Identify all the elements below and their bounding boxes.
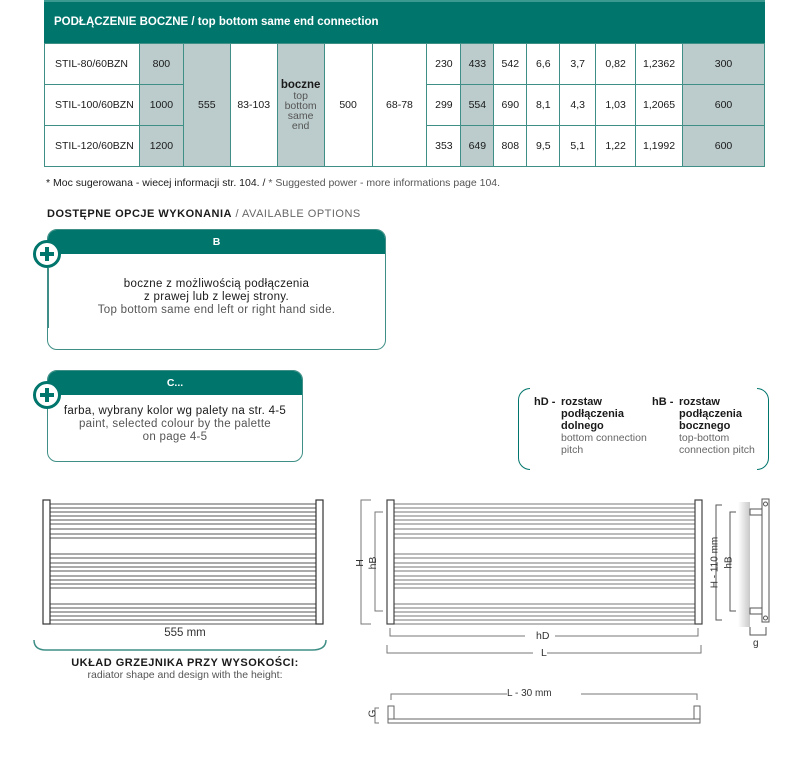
c2-cell: 433 (461, 44, 494, 85)
model-cell: STIL-120/60BZN (45, 126, 140, 167)
c1-cell: 353 (427, 126, 461, 167)
legend-hd-pl-3: dolnego (561, 420, 604, 432)
caption-en: radiator shape and design with the height: (87, 669, 283, 681)
option-en-1: Top bottom same end left or right hand side. (97, 304, 336, 316)
c4-cell: 9,5 (527, 126, 560, 167)
connection-pl: boczne (280, 78, 321, 91)
legend-hd-pl-1: rozstaw (561, 396, 602, 408)
c4-cell: 6,6 (527, 44, 560, 85)
legend-hb-pl-2: podłączenia (679, 408, 742, 420)
height-cell: 1000 (139, 85, 183, 126)
radiator-bars (50, 504, 316, 624)
c6-cell: 1,03 (596, 85, 636, 126)
card-divider (47, 268, 49, 328)
side-bracket-top (750, 509, 762, 515)
wall-shade (738, 502, 750, 627)
connection-en-2: bottom (284, 99, 317, 112)
footnote-pl: * Moc sugerowana - wiecej informacji str. 104. / (46, 177, 269, 189)
legend-hd-en-2: pitch (561, 444, 584, 456)
plus-icon (33, 381, 61, 409)
c2-cell: 649 (461, 126, 494, 167)
legend-bracket-left (518, 388, 530, 470)
label-g-top: G (367, 709, 379, 718)
height-cell: 800 (139, 44, 183, 85)
c2-cell: 554 (461, 85, 494, 126)
model-cell: STIL-100/60BZN (45, 85, 140, 126)
radiator-left-post (387, 500, 394, 624)
c1-cell: 299 (427, 85, 461, 126)
legend-hb-en-2: connection pitch (679, 444, 755, 456)
label-l: L (541, 647, 547, 659)
legend-hb-pl-1: rozstaw (679, 396, 720, 408)
side-bracket-bottom (750, 608, 762, 614)
option-code: B (48, 230, 385, 254)
c1-cell: 230 (427, 44, 461, 85)
height-cell: 1200 (139, 126, 183, 167)
c5-cell: 4,3 (560, 85, 596, 126)
legend-hd-text (561, 396, 647, 456)
legend-bracket-right (757, 388, 769, 470)
c6-cell: 1,22 (596, 126, 636, 167)
width-bracket (34, 640, 326, 650)
footnote (46, 177, 500, 189)
c7-cell: 1,1992 (636, 126, 683, 167)
c5-cell: 5,1 (560, 126, 596, 167)
legend-hd-en-1: bottom connection (561, 432, 647, 444)
option-pl-1: boczne z możliwością podłączenia (123, 278, 310, 290)
option-en-2: on page 4-5 (142, 431, 208, 443)
c3-cell: 808 (494, 126, 527, 167)
legend-box (518, 388, 769, 470)
legend-hd-pl-2: podłączenia (561, 408, 624, 420)
option-card-b (47, 229, 386, 350)
option-en-1: paint, selected colour by the palette (78, 418, 272, 430)
label-hd: hD (536, 630, 550, 642)
table-header-title: PODŁĄCZENIE BOCZNE / top bottom same end connection (54, 16, 379, 28)
options-title-pl: DOSTĘPNE OPCJE WYKONANIA (47, 208, 232, 220)
table-header (44, 0, 765, 43)
c3-cell: 690 (494, 85, 527, 126)
model-cell: STIL-80/60BZN (45, 44, 140, 85)
power-cell: 300 (683, 44, 765, 85)
label-l30: L - 30 mm (507, 688, 552, 699)
label-g: g (753, 638, 759, 649)
width-label: 555 mm (164, 627, 206, 639)
width-cell: 555 (183, 44, 230, 167)
option-code: C... (48, 371, 302, 395)
power-cell: 600 (683, 126, 765, 167)
option-pl-1: farba, wybrany kolor wg palety na str. 4-5 (63, 405, 287, 417)
side-post (762, 499, 769, 622)
legend-hb-key: hB - (652, 396, 674, 408)
table-row (45, 44, 765, 85)
c7-cell: 1,2362 (636, 44, 683, 85)
option-pl-2: z prawej lub z lewej strony. (144, 291, 289, 303)
footnote-en: * Suggested power - more informations page 104. (268, 177, 501, 189)
label-h: H (354, 559, 366, 567)
connection-en-1: top (293, 89, 308, 102)
legend-hb-text (679, 396, 755, 456)
value-500-cell: 500 (324, 44, 372, 167)
label-hb: hB (367, 556, 379, 570)
options-title (47, 208, 361, 220)
caption-pl: UKŁAD GRZEJNIKA PRZY WYSOKOŚCI: (71, 657, 299, 669)
c5-cell: 3,7 (560, 44, 596, 85)
option-body (48, 254, 385, 317)
connection-en-4: end (291, 119, 310, 132)
connection-cell (277, 44, 324, 167)
power-cell: 600 (683, 85, 765, 126)
c7-cell: 1,2065 (636, 85, 683, 126)
plus-icon (33, 240, 61, 268)
option-body (48, 395, 302, 444)
radiator-bars (394, 504, 695, 624)
legend-hd-key: hD - (534, 396, 556, 408)
c3-cell: 542 (494, 44, 527, 85)
radiator-dimension-drawing (355, 490, 715, 665)
top-bar (388, 719, 700, 723)
value-6878-cell: 68-78 (372, 44, 427, 167)
c6-cell: 0,82 (596, 44, 636, 85)
range-cell: 83-103 (230, 44, 277, 167)
top-left-post (388, 706, 394, 720)
connection-en-3: same (287, 109, 314, 122)
radiator-right-post (316, 500, 323, 624)
legend-hb-en-1: top-bottom (679, 432, 730, 444)
c4-cell: 8,1 (527, 85, 560, 126)
spec-table (44, 43, 765, 167)
radiator-left-post (43, 500, 50, 624)
options-title-en: / AVAILABLE OPTIONS (231, 208, 361, 220)
legend-hb-pl-3: bocznego (679, 420, 731, 432)
label-h110: H - 110 mm (709, 536, 721, 589)
option-card-c (47, 370, 303, 462)
label-hb-side: hB (723, 556, 735, 569)
top-right-post (694, 706, 700, 720)
g-dimension (750, 627, 766, 635)
